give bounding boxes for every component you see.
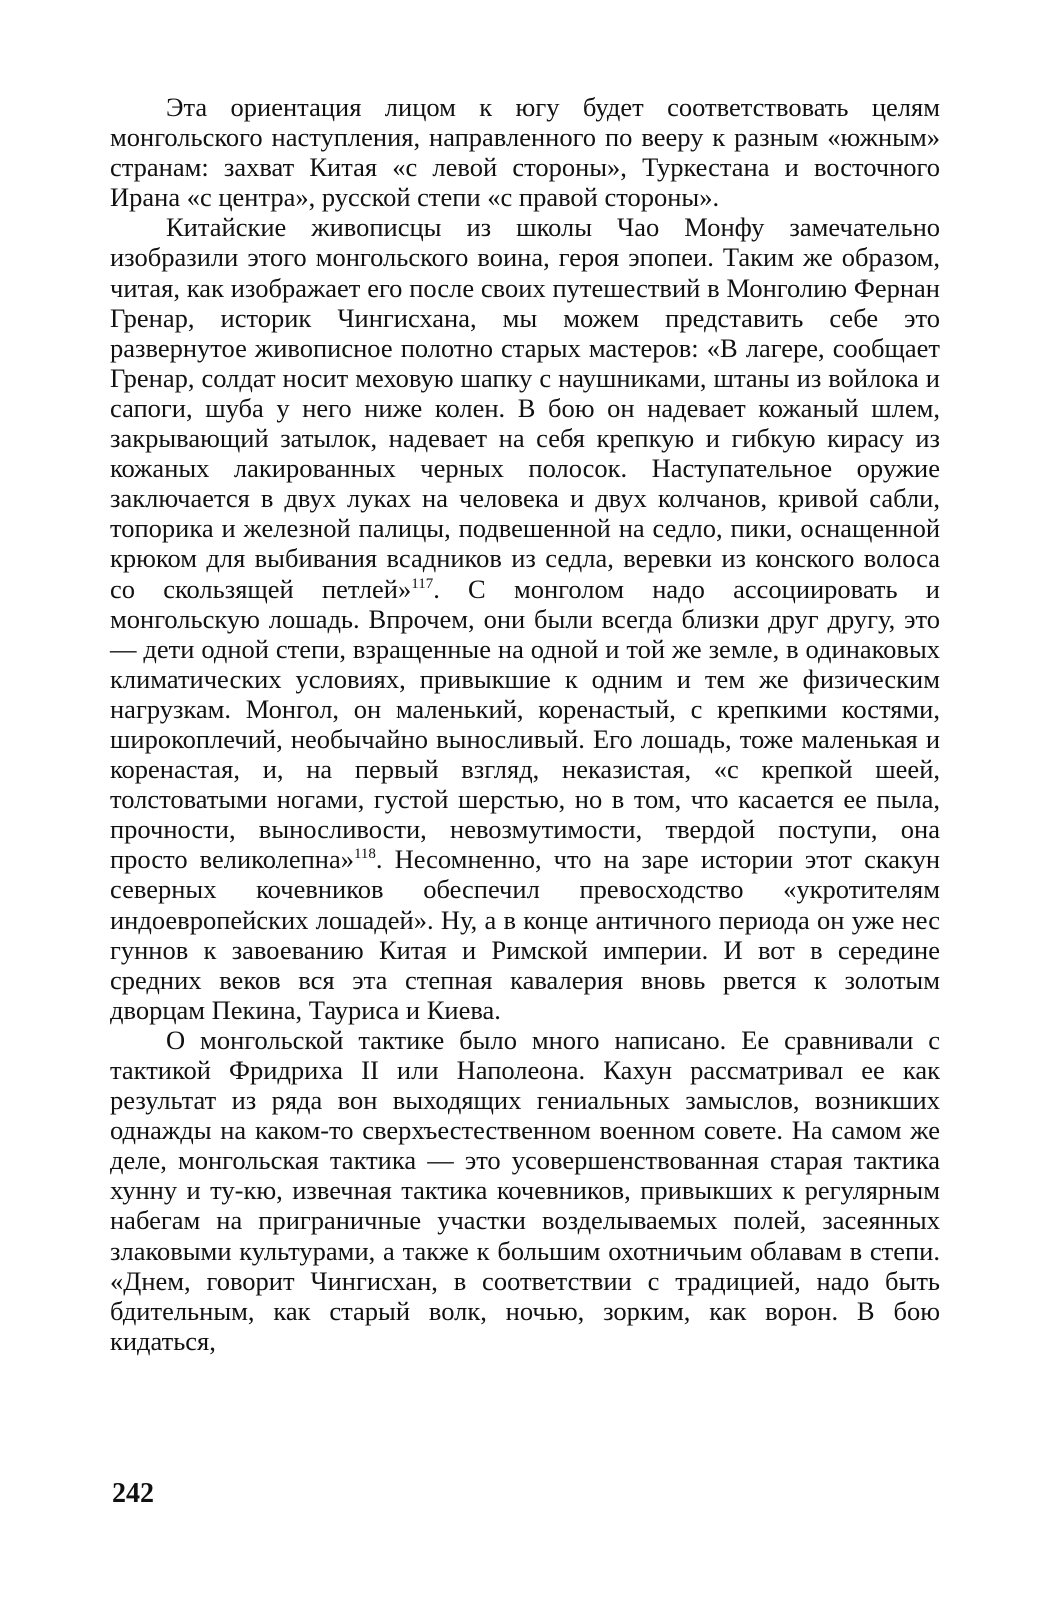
paragraph-2	[110, 212, 940, 1025]
footnote-ref-118: 118	[353, 846, 376, 863]
paragraph-2-text-b: . С монголом надо ассоциировать и монгольскую лошадь. Впрочем, они были всегда близки друг другу, это — дети одной степи, взращенные на одной и той же земле, в одинаковых климатических условиях, привыкшие к одним и тем же физическим нагрузкам. Монгол, он маленький, коренастый, с крепкими костями, широкоплечий, необычайно выносливый. Его лошадь, тоже маленькая и коренастая, и, на первый взгляд, неказистая, «с крепкой шеей, толстоватыми ногами, густой шерстью, но в том, что касается ее пыла, прочности, выносливости, невозмутимости, твердой поступи, она просто великолепна»	[110, 573, 940, 875]
page-number: 242	[112, 1478, 154, 1509]
footnote-ref-117: 117	[411, 575, 434, 592]
paragraph-1-text: Эта ориентация лицом к югу будет соответствовать целям монгольского наступления, направленного по вееру к разным «южным» странам: захват Китая «с левой стороны», Туркестана и восточного Ирана «с центра», русской степи «с правой стороны».	[110, 92, 940, 213]
paragraph-3-text: О монгольской тактике было много написано. Ее сравнивали с тактикой Фридриха II или Наполеона. Кахун рассматривал ее как результат из ряда вон выходящих гениальных замыслов, возникших однажды на каком-то сверхъестественном военном совете. На самом же деле, монгольская тактика — это усовершенствованная старая тактика хунну и ту-кю, извечная тактика кочевников, привыкших к регулярным набегам на приграничные участки возделываемых полей, засеянных злаковыми культурами, а также к большим охотничьим облавам в степи. «Днем, говорит Чингисхан, в соответствии с традицией, надо быть бдительным, как старый волк, ночью, зорким, как ворон. В бою кидаться,	[110, 1024, 940, 1356]
paragraph-2-text-a: Китайские живописцы из школы Чао Монфу замечательно изобразили этого монгольского воина, героя эпопеи. Таким же образом, читая, как изображает его после своих путешествий в Монголию Фернан Гренар, историк Чингисхана, мы можем представить себе это развернутое живописное полотно старых мастеров: «В лагере, сообщает Гренар, солдат носит меховую шапку с наушниками, штаны из войлока и сапоги, шуба у него ниже колен. В бою он надевает кожаный шлем, закрывающий затылок, надевает на себя крепкую и гибкую кирасу из кожаных лакированных черных полосок. Наступательное оружие заключается в двух луках на человека и двух колчанов, кривой сабли, топорика и железной палицы, подвешенной на седло, пики, оснащенной крюком для выбивания всадников из седла, веревки из конского волоса со скользящей петлей»	[110, 212, 940, 604]
page-body	[110, 92, 940, 1356]
paragraph-1	[110, 92, 940, 212]
paragraph-3	[110, 1025, 940, 1356]
paragraph-2-text-c: . Несомненно, что на заре истории этот скакун северных кочевников обеспечил превосходство «укротителям индоевропейских лошадей». Ну, а в конце античного периода он уже нес гуннов к завоеванию Китая и Римской империи. И вот в середине средних веков вся эта степная кавалерия вновь рвется к золотым дворцам Пекина, Тауриса и Киева.	[110, 844, 940, 1025]
